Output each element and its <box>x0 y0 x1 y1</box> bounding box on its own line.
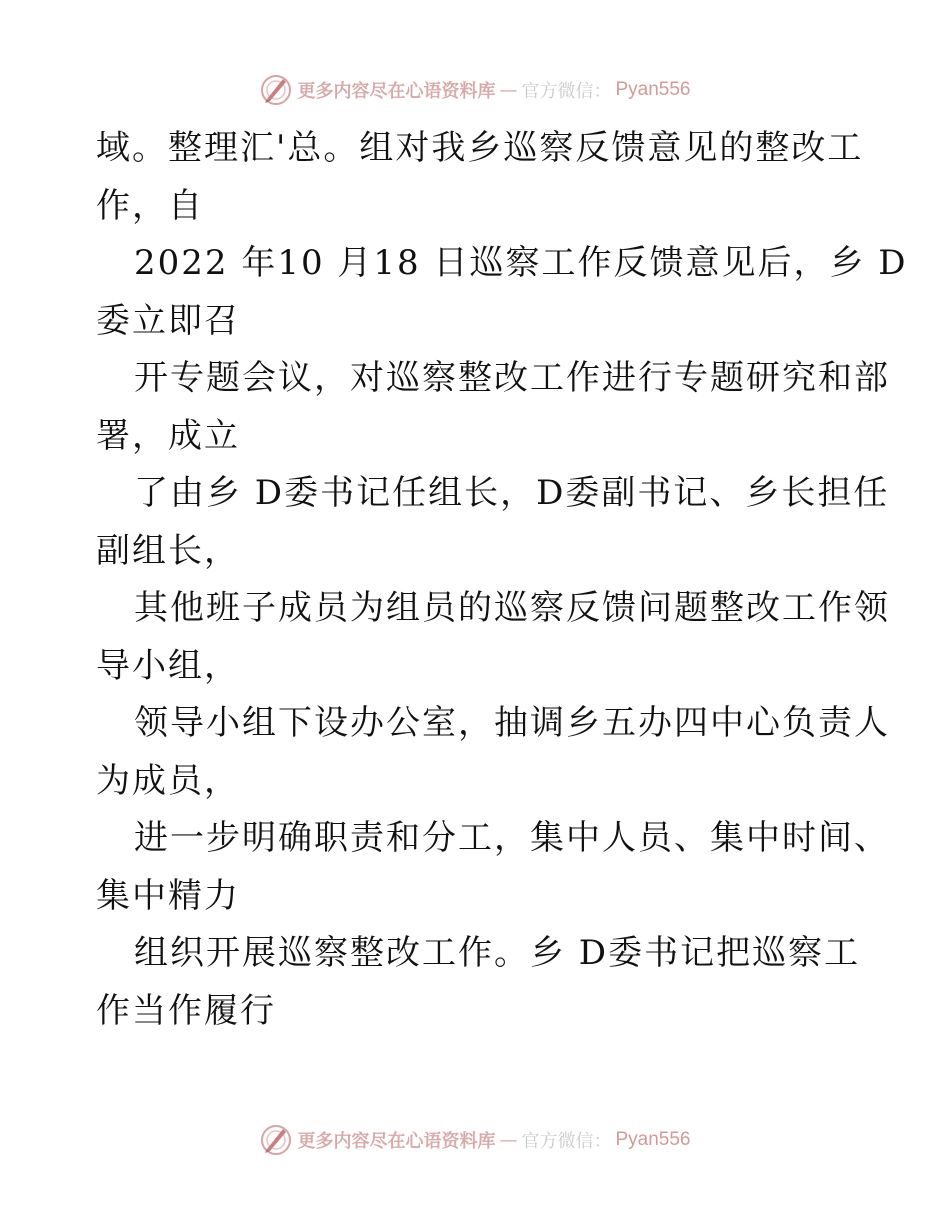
footer-watermark-banner <box>0 1120 950 1160</box>
banner-wechat-label: 官方微信： <box>521 81 612 102</box>
body-line: 集中精力 <box>96 875 240 916</box>
body-line: 组织开展巡察整改工作。乡 D委书记把巡察工 <box>134 933 861 973</box>
body-line: 为成员， <box>96 760 240 801</box>
body-line: 署，成立 <box>96 415 240 456</box>
body-line: 领导小组下设办公室，抽调乡五办四中心负责人 <box>134 703 890 743</box>
banner-dash: — <box>499 1129 518 1151</box>
body-line: 委立即召 <box>96 300 240 341</box>
banner-wechat-id: Pyan556 <box>615 1129 691 1150</box>
banner-text: 更多内容尽在心语资料库 <box>297 81 496 102</box>
body-line: 开专题会议，对巡察整改工作进行专题研究和部 <box>134 358 890 398</box>
body-line: 作当作履行 <box>96 990 276 1031</box>
body-line: 域。整理汇'总。组对我乡巡察反馈意见的整改工 <box>96 128 864 168</box>
body-line: 其他班子成员为组员的巡察反馈问题整改工作领 <box>134 588 890 628</box>
body-line: 导小组， <box>96 645 240 686</box>
body-line: 进一步明确职责和分工，集中人员、集中时间、 <box>134 818 890 858</box>
header-watermark-banner <box>0 70 950 110</box>
body-line: 作，自 <box>96 185 204 226</box>
body-line: 副组长， <box>96 530 240 571</box>
document-body <box>96 120 908 1040</box>
quill-pen-logo-icon <box>259 73 293 107</box>
banner-text: 更多内容尽在心语资料库 <box>297 1131 496 1152</box>
banner-dash: — <box>499 79 518 101</box>
banner-wechat-label: 官方微信： <box>521 1131 612 1152</box>
body-line: 2022 年10 月18 日巡察工作反馈意见后，乡 D <box>134 243 908 283</box>
body-line: 了由乡 D委书记任组长，D委副书记、乡长担任 <box>134 473 890 513</box>
quill-pen-logo-icon <box>259 1123 293 1157</box>
banner-wechat-id: Pyan556 <box>615 79 691 100</box>
